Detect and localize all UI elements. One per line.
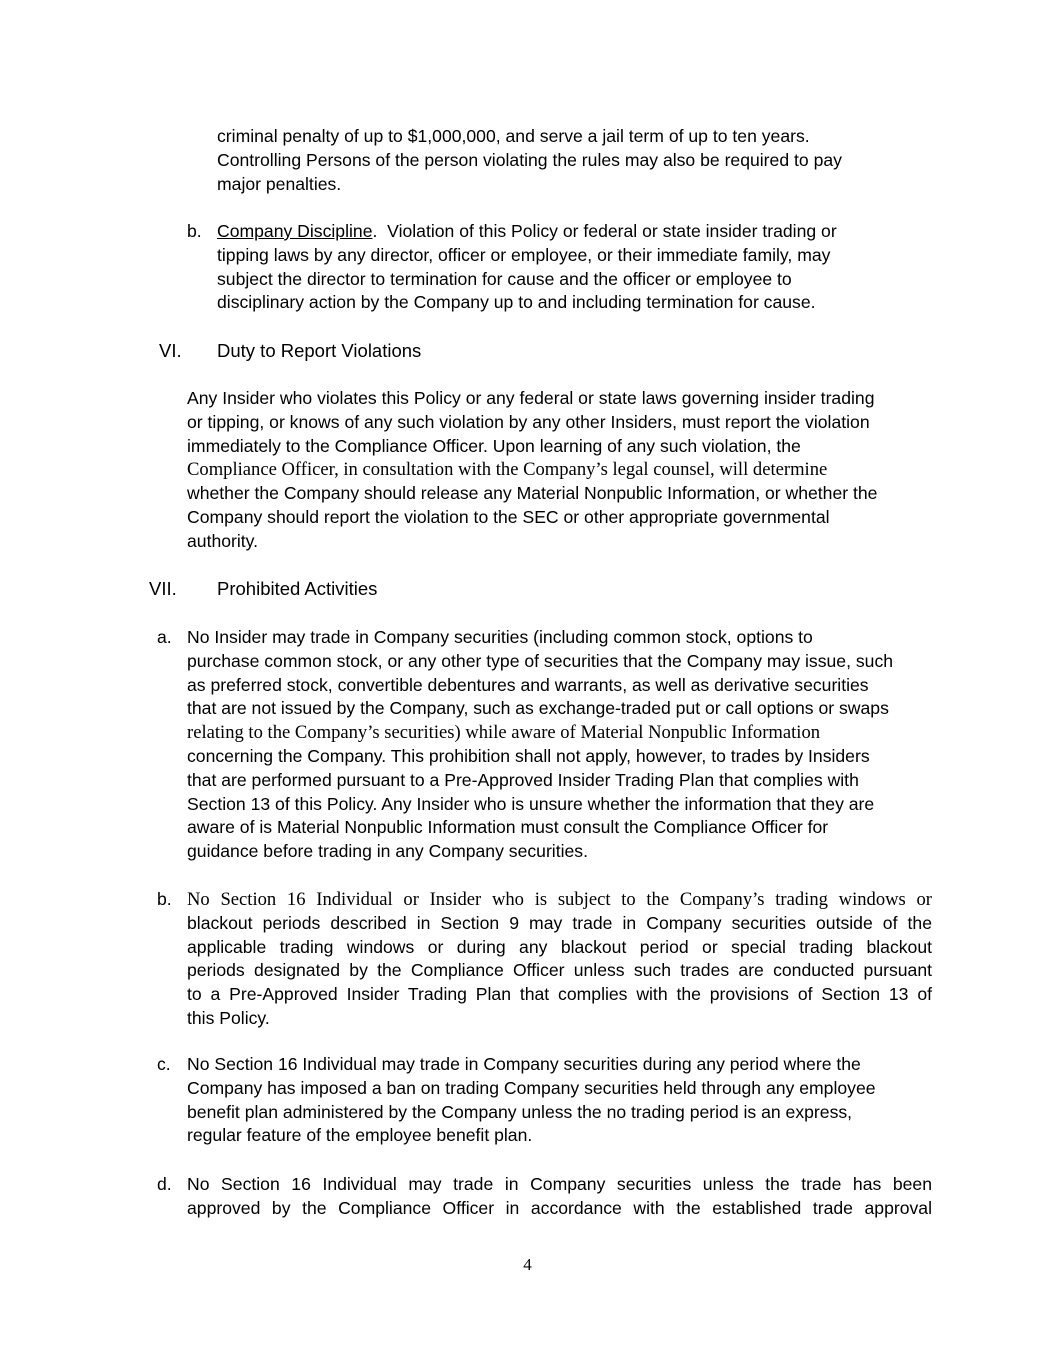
paragraph-line: that are not issued by the Company, such as exchange-traded put or call options or swaps: [187, 698, 889, 719]
paragraph-line: purchase common stock, or any other type of securities that the Company may issue, such: [187, 650, 894, 671]
paragraph-line: Controlling Persons of the person violating the rules may also be required to pay: [217, 149, 842, 170]
list-marker-b: b.: [187, 221, 202, 241]
paragraph-line: as preferred stock, convertible debentures and warrants, as well as derivative securities: [187, 674, 869, 695]
paragraph-line: periods designated by the Compliance Officer unless such trades are conducted pursuant: [187, 960, 932, 981]
company-discipline-heading: Company Discipline: [217, 221, 373, 241]
list-marker-a: a.: [157, 627, 172, 647]
paragraph-line: Compliance Officer, in consultation with the Company’s legal counsel, will determine: [187, 459, 828, 481]
prohibited-item-a-paragraph: [187, 626, 932, 864]
paragraph-line: No Section 16 Individual or Insider who is subject to the Company’s trading windows or: [187, 889, 932, 910]
section-vii-title: Prohibited Activities: [217, 578, 378, 599]
paragraph-line: this Policy.: [187, 1007, 270, 1028]
paragraph-line: [217, 220, 917, 244]
paragraph-line: disciplinary action by the Company up to and including termination for cause.: [217, 292, 816, 313]
paragraph-line: aware of is Material Nonpublic Information must consult the Compliance Officer for: [187, 817, 829, 838]
line-text: Violation of this Policy or federal or state insider trading or: [387, 221, 837, 241]
paragraph-line: Company has imposed a ban on trading Company securities held through any employee: [187, 1077, 876, 1098]
paragraph-line: immediately to the Compliance Officer. Upon learning of any such violation, the: [187, 435, 801, 456]
paragraph-line: guidance before trading in any Company securities.: [187, 841, 588, 862]
heading-period: .: [372, 221, 378, 241]
paragraph-line: whether the Company should release any Material Nonpublic Information, or whether the: [187, 483, 878, 504]
paragraph-line: that are performed pursuant to a Pre-Approved Insider Trading Plan that complies with: [187, 769, 859, 790]
section-vi-number: VI.: [159, 340, 182, 361]
company-discipline-paragraph: [217, 220, 917, 315]
prohibited-item-c-paragraph: [187, 1053, 932, 1148]
paragraph-line: No Section 16 Individual may trade in Company securities during any period where the: [187, 1054, 861, 1074]
paragraph-line: to a Pre-Approved Insider Trading Plan that complies with the provisions of Section 13 of: [187, 984, 932, 1005]
paragraph-line: No Section 16 Individual may trade in Company securities unless the trade has been: [187, 1174, 932, 1194]
page-number: 4: [523, 1255, 532, 1274]
paragraph-line: subject the director to termination for cause and the officer or employee to: [217, 268, 792, 289]
paragraph-line: benefit plan administered by the Company unless the no trading period is an express,: [187, 1101, 853, 1122]
paragraph-line: relating to the Company’s securities) while aware of Material Nonpublic Information: [187, 722, 821, 744]
paragraph-line: blackout periods described in Section 9 may trade in Company securities outside of the: [187, 912, 932, 933]
penalty-continuation-paragraph: [217, 125, 917, 196]
paragraph-line: major penalties.: [217, 173, 342, 194]
paragraph-line: Any Insider who violates this Policy or any federal or state laws governing insider trading: [187, 388, 875, 408]
paragraph-line: applicable trading windows or during any blackout period or special trading blackout: [187, 936, 932, 957]
paragraph-line: authority.: [187, 530, 259, 551]
list-marker-b: b.: [157, 889, 172, 909]
paragraph-line: criminal penalty of up to $1,000,000, and serve a jail term of up to ten years.: [217, 126, 810, 146]
list-marker-d: d.: [157, 1174, 172, 1194]
section-vi-title: Duty to Report Violations: [217, 340, 422, 361]
paragraph-line: concerning the Company. This prohibition shall not apply, however, to trades by Insiders: [187, 745, 870, 766]
paragraph-line: regular feature of the employee benefit plan.: [187, 1125, 533, 1146]
paragraph-line: approved by the Compliance Officer in accordance with the established trade approval: [187, 1197, 932, 1218]
list-marker-c: c.: [157, 1054, 171, 1074]
paragraph-line: No Insider may trade in Company securities (including common stock, options to: [187, 627, 813, 647]
paragraph-line: Section 13 of this Policy. Any Insider who is unsure whether the information that they are: [187, 793, 875, 814]
prohibited-item-d-paragraph: [187, 1173, 932, 1221]
paragraph-line: Company should report the violation to the SEC or other appropriate governmental: [187, 506, 830, 527]
paragraph-line: tipping laws by any director, officer or employee, or their immediate family, may: [217, 244, 831, 265]
section-vii-number: VII.: [149, 578, 177, 599]
prohibited-item-b-paragraph: [187, 888, 932, 1031]
duty-to-report-paragraph: [187, 387, 932, 554]
paragraph-line: or tipping, or knows of any such violation by any other Insiders, must report the violation: [187, 411, 870, 432]
